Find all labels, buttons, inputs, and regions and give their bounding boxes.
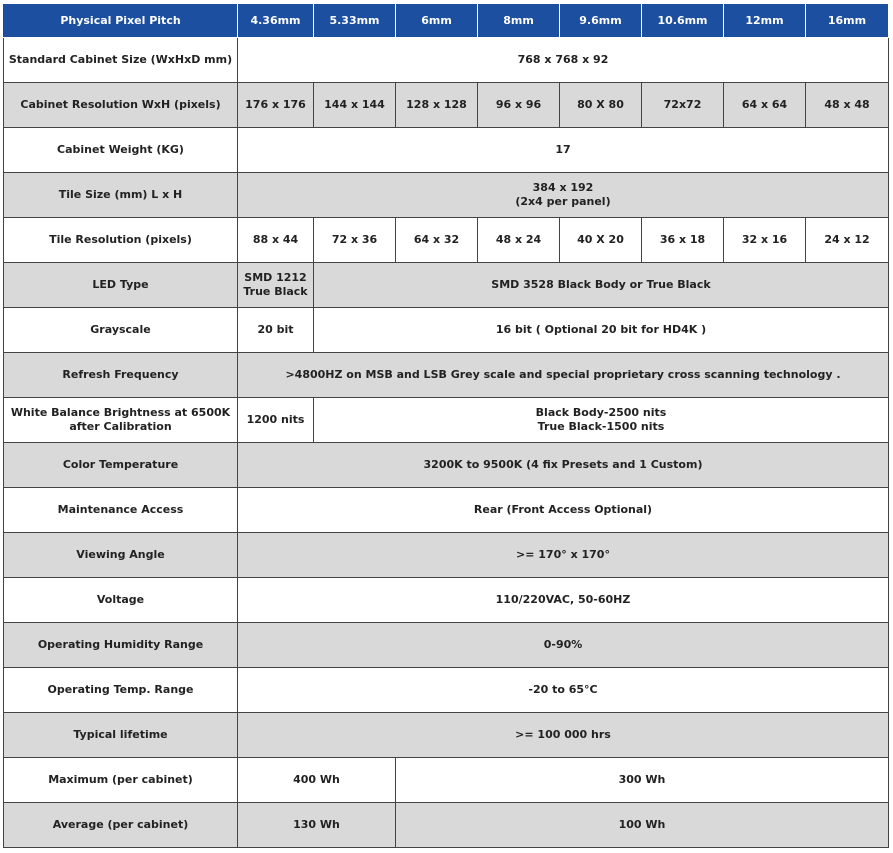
row-cell: 48 x 48 [806, 83, 889, 128]
row-cell: 72x72 [642, 83, 724, 128]
table-row [4, 173, 889, 218]
row-label: Tile Resolution (pixels) [4, 218, 238, 263]
row-value: >= 100 000 hrs [238, 713, 889, 758]
table-body [4, 38, 889, 848]
pitch-header: 10.6mm [642, 4, 724, 38]
row-value: 100 Wh [396, 803, 889, 848]
spec-table [3, 3, 889, 848]
table-row [4, 38, 889, 83]
row-label: Average (per cabinet) [4, 803, 238, 848]
row-label: Voltage [4, 578, 238, 623]
row-label: Cabinet Resolution WxH (pixels) [4, 83, 238, 128]
row-cell: 20 bit [238, 308, 314, 353]
row-value: 300 Wh [396, 758, 889, 803]
row-label: Operating Humidity Range [4, 623, 238, 668]
table-header [4, 4, 889, 38]
row-value: >= 170° x 170° [238, 533, 889, 578]
row-value: -20 to 65°C [238, 668, 889, 713]
table-row [4, 488, 889, 533]
table-row [4, 353, 889, 398]
row-value: >4800HZ on MSB and LSB Grey scale and special proprietary cross scanning technology . [238, 353, 889, 398]
pitch-header: 9.6mm [560, 4, 642, 38]
row-cell: 40 X 20 [560, 218, 642, 263]
row-value: 384 x 192 (2x4 per panel) [238, 173, 889, 218]
row-label: Color Temperature [4, 443, 238, 488]
header-label: Physical Pixel Pitch [4, 4, 238, 38]
row-value: 768 x 768 x 92 [238, 38, 889, 83]
row-label: Refresh Frequency [4, 353, 238, 398]
pitch-header: 8mm [478, 4, 560, 38]
table-row [4, 533, 889, 578]
row-label: Tile Size (mm) L x H [4, 173, 238, 218]
row-cell: 48 x 24 [478, 218, 560, 263]
row-value: 3200K to 9500K (4 fix Presets and 1 Custom) [238, 443, 889, 488]
table-row [4, 128, 889, 173]
row-label: Grayscale [4, 308, 238, 353]
row-cell: SMD 1212 True Black [238, 263, 314, 308]
row-cell: 80 X 80 [560, 83, 642, 128]
table-row [4, 308, 889, 353]
row-label: Operating Temp. Range [4, 668, 238, 713]
row-cell: 36 x 18 [642, 218, 724, 263]
row-value: Black Body-2500 nits True Black-1500 nits [314, 398, 889, 443]
row-label: Maximum (per cabinet) [4, 758, 238, 803]
row-cell: 128 x 128 [396, 83, 478, 128]
row-value: SMD 3528 Black Body or True Black [314, 263, 889, 308]
table-row [4, 83, 889, 128]
pitch-header: 5.33mm [314, 4, 396, 38]
row-value: 16 bit ( Optional 20 bit for HD4K ) [314, 308, 889, 353]
row-cell: 144 x 144 [314, 83, 396, 128]
table-row [4, 758, 889, 803]
row-cell: 400 Wh [238, 758, 396, 803]
row-value: 110/220VAC, 50-60HZ [238, 578, 889, 623]
header-row [4, 4, 889, 38]
row-cell: 72 x 36 [314, 218, 396, 263]
pitch-header: 6mm [396, 4, 478, 38]
table-row [4, 803, 889, 848]
row-label: Viewing Angle [4, 533, 238, 578]
row-value: 0-90% [238, 623, 889, 668]
pitch-header: 12mm [724, 4, 806, 38]
table-row [4, 713, 889, 758]
row-label: LED Type [4, 263, 238, 308]
row-cell: 64 x 32 [396, 218, 478, 263]
table-row [4, 398, 889, 443]
row-cell: 96 x 96 [478, 83, 560, 128]
table-row [4, 218, 889, 263]
row-label: White Balance Brightness at 6500K after Calibration [4, 398, 238, 443]
row-value: 17 [238, 128, 889, 173]
row-label: Standard Cabinet Size (WxHxD mm) [4, 38, 238, 83]
table-row [4, 668, 889, 713]
row-cell: 24 x 12 [806, 218, 889, 263]
row-value: Rear (Front Access Optional) [238, 488, 889, 533]
row-label: Cabinet Weight (KG) [4, 128, 238, 173]
table-row [4, 443, 889, 488]
table-row [4, 623, 889, 668]
row-cell: 176 x 176 [238, 83, 314, 128]
row-label: Maintenance Access [4, 488, 238, 533]
table-row [4, 578, 889, 623]
row-cell: 88 x 44 [238, 218, 314, 263]
row-cell: 32 x 16 [724, 218, 806, 263]
row-cell: 64 x 64 [724, 83, 806, 128]
row-cell: 1200 nits [238, 398, 314, 443]
row-label: Typical lifetime [4, 713, 238, 758]
row-cell: 130 Wh [238, 803, 396, 848]
pitch-header: 16mm [806, 4, 889, 38]
pitch-header: 4.36mm [238, 4, 314, 38]
table-row [4, 263, 889, 308]
